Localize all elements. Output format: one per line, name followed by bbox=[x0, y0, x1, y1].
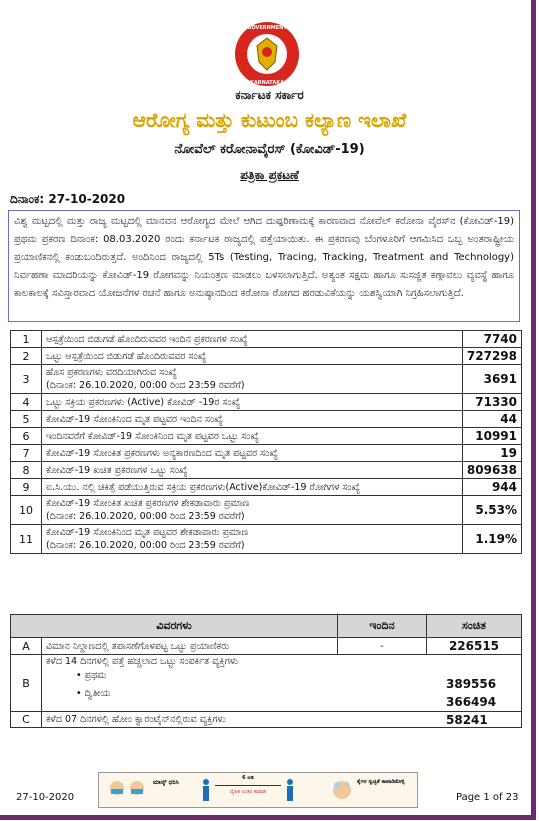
footer-date: 27-10-2020 bbox=[16, 792, 75, 803]
row-a-today: - bbox=[338, 638, 427, 655]
doc-type: ಪತ್ರಿಕಾ ಪ್ರಕಟಣೆ bbox=[240, 168, 299, 182]
mask-label: ಮಾಸ್ಕ್ ಧರಿಸಿ bbox=[153, 779, 179, 786]
table-row: A ವಿಮಾನ ನಿಲ್ದಾಣದಲ್ಲಿ ತಪಾಸಣೆಗೊಳಪಟ್ಟ ಒಟ್ಟು ಪ್ರಯಾಣಿಕರು - 226515 bbox=[11, 638, 522, 655]
distance-arrow bbox=[215, 785, 281, 786]
row-number: 1 bbox=[11, 331, 42, 348]
row-description: ಒಟ್ಟು ಸಕ್ರಿಯ ಪ್ರಕರಣಗಳು (Active) ಕೋವಿಡ್ -19ರ ಸಂಖ್ಯೆ bbox=[42, 394, 463, 411]
row-a-desc: ವಿಮಾನ ನಿಲ್ದಾಣದಲ್ಲಿ ತಪಾಸಣೆಗೊಳಪಟ್ಟ ಒಟ್ಟು ಪ್ರಯಾಣಿಕರು bbox=[42, 638, 338, 655]
row-number: 10 bbox=[11, 496, 42, 525]
row-number: 5 bbox=[11, 411, 42, 428]
col-today-header: ಇಂದಿನ bbox=[338, 615, 427, 638]
subject-title: ನೋವೆಲ್ ಕರೋನಾವೈರಸ್ (ಕೋವಿಡ್-19) bbox=[174, 142, 365, 157]
svg-text:GOVERNMENT: GOVERNMENT bbox=[247, 25, 287, 31]
row-value: 71330 bbox=[462, 394, 521, 411]
row-description: ಕೋವಿಡ್-19 ಸೋಂಕಿತ ಪ್ರಕರಣಗಳು ಅನ್ಯಕಾರಣದಿಂದ ಮೃತ ಪಟ್ಟವರ ಸಂಖ್ಯೆ bbox=[42, 445, 463, 462]
row-b-desc: ಕಳೆದ 14 ದಿನಗಳಲ್ಲಿ ಪತ್ತೆ ಹಚ್ಚಲಾದ ಒಟ್ಟು ಸಂಪರ್ಕಿತ ವ್ಯಕ್ತಿಗಳು bbox=[46, 656, 239, 667]
row-description: ಕೋವಿಡ್-19 ಸೋಂಕಿನಿಂದ ಮೃತ ಪಟ್ಟವರ ಇಂದಿನ ಸಂಖ್ಯೆ bbox=[42, 411, 463, 428]
secondary-contacts-value: 366494 bbox=[446, 695, 497, 709]
row-value: 1.19% bbox=[462, 525, 521, 554]
footer-page-number: Page 1 of 23 bbox=[456, 792, 519, 803]
row-description: ಕೋವಿಡ್-19 ಸೋಂಕಿತ ಖಚಿತ ಪ್ರಕರಣಗಳ ಶೇಕಡಾವಾರು ಪ್ರಮಾಣ (ದಿನಾಂಕ: 26.10.2020, 00:00 ರಿಂದ 23:59 ರವರೆಗೆ) bbox=[42, 496, 463, 525]
stats-row bbox=[11, 462, 522, 479]
bulletin-date: ದಿನಾಂಕ: 27-10-2020 bbox=[10, 192, 126, 206]
row-description: ಇಂದಿನವರೆಗೆ ಕೋವಿಡ್-19 ಸೋಂಕಿನಿಂದ ಮೃತ ಪಟ್ಟವರ ಒಟ್ಟು ಸಂಖ್ಯೆ bbox=[42, 428, 463, 445]
government-emblem-icon bbox=[233, 20, 301, 88]
row-number: 7 bbox=[11, 445, 42, 462]
safety-banner bbox=[98, 772, 418, 808]
stats-row bbox=[11, 496, 522, 525]
col-total-header: ಸಂಚಿತ bbox=[427, 615, 522, 638]
row-value: 944 bbox=[462, 479, 521, 496]
row-description: ಕೋವಿಡ್-19 ಸೋಂಕಿನಿಂದ ಮೃತ ಪಟ್ಟವರ ಶೇಕಡಾವಾರು ಪ್ರಮಾಣ (ದಿನಾಂಕ: 26.10.2020, 00:00 ರಿಂದ 23:59 ರವರೆಗೆ) bbox=[42, 525, 463, 554]
stats-row bbox=[11, 331, 522, 348]
col-details-header: ವಿವರಗಳು bbox=[11, 615, 338, 638]
row-description: ಕೋವಿಡ್-19 ಖಚಿತ ಪ್ರಕರಣಗಳ ಒಟ್ಟು ಸಂಖ್ಯೆ bbox=[42, 462, 463, 479]
mask-people-icon bbox=[105, 779, 149, 801]
svg-text:KARNATAKA: KARNATAKA bbox=[250, 80, 284, 86]
table-row: B ಕಳೆದ 14 ದಿನಗಳಲ್ಲಿ ಪತ್ತೆ ಹಚ್ಚಲಾದ ಒಟ್ಟು ಸಂಪರ್ಕಿತ ವ್ಯಕ್ತಿಗಳು • ಪ್ರಥಮ • ದ್ವಿತೀಯ 389556 366494 bbox=[11, 655, 522, 712]
distance-top: 6 ಅಡಿ bbox=[242, 775, 254, 781]
row-number: 9 bbox=[11, 479, 42, 496]
row-value: 44 bbox=[462, 411, 521, 428]
primary-contacts-value: 389556 bbox=[446, 677, 497, 691]
department-title: ಆರೋಗ್ಯ ಮತ್ತು ಕುಟುಂಬ ಕಲ್ಯಾಣ ಇಲಾಖೆ bbox=[132, 108, 407, 132]
row-value: 10991 bbox=[462, 428, 521, 445]
row-description: ಒಟ್ಟು ಆಸ್ಪತ್ರೆಯಿಂದ ಬಿಡುಗಡೆ ಹೊಂದಿರುವವರ ಸಂಖ್ಯೆ bbox=[42, 348, 463, 365]
stats-row bbox=[11, 428, 522, 445]
row-date-range: (ದಿನಾಂಕ: 26.10.2020, 00:00 ರಿಂದ 23:59 ರವರೆಗೆ) bbox=[46, 380, 245, 391]
hand-wash-icon bbox=[331, 779, 353, 801]
row-value: 7740 bbox=[462, 331, 521, 348]
stats-row bbox=[11, 348, 522, 365]
intro-paragraph: ವಿಶ್ವ ಮಟ್ಟದಲ್ಲಿ ಮತ್ತು ರಾಜ್ಯ ಮಟ್ಟದಲ್ಲಿ ಮಾನವನ ಆರೋಗ್ಯದ ಮೇಲೆ ಆಗಿದ ದುಷ್ಪರಿಣಾಮಕ್ಕೆ ಕಾರಣವಾದ ನೋವೆಲ್ ಕರೋನಾ ವೈರಸ್‌ನ (ಕೋವಿಡ್-19) ಪ್ರಥಮ ಪ್ರಕರಣ ದಿನಾಂಕ: 08.03.2020 ರಂದು ಕರ್ನಾಟಕ ರಾಜ್ಯದಲ್ಲಿ ಪತ್ತೆಯಾಯಿತು. ಈ ಪ್ರಕರಣವು ಬೆಂಗಳೂರಿಗೆ ಆಗಮಿಸಿದ ಒಬ್ಬ ಅಂತರಾಷ್ಟ್ರೀಯ ಪ್ರಯಾಣಿಕನಲ್ಲಿ ಕಂಡುಬಂದಿರುತ್ತದೆ. ಅಂದಿನಿಂದ ರಾಜ್ಯದಲ್ಲಿ 5Ts (Testing, Tracing, Tracking, Treatment and Technology) ನಿರ್ವಹಣಾ ಮಾದರಿಯನ್ನು ಕೋವಿಡ್-19 ರೋಗವನ್ನು ನಿಯಂತ್ರಣ ಮಾಡಲು ಬಳಸಲಾಗುತ್ತಿದೆ. ಅತ್ಯಂತ ಸಕ್ಷಮ ಹಾಗೂ ಸುಸಜ್ಜಿತ ಕಣ್ಗಾವಲು ವ್ಯವಸ್ಥೆ ಹಾಗೂ ಕಾಲಕಾಲಕ್ಕೆ ಸವಿಸ್ತಾರವಾದ ಯೋಜನೆಗಳ ರಚನೆ ಹಾಗೂ ಅನುಷ್ಠಾನದಿಂದ ಕರೋನಾ ರೋಗದ ಹರಡುವಿಕೆಯನ್ನು ಯಶಸ್ವಿಯಾಗಿ ನಿಗ್ರಹಿಸಲಾಗುತ್ತಿದೆ. bbox=[8, 210, 520, 322]
row-number: 2 bbox=[11, 348, 42, 365]
table-row: C ಕಳೆದ 07 ದಿನಗಳಲ್ಲಿ ಹೋಂ ಕ್ವಾರಂಟೈನ್‌ನಲ್ಲಿರುವ ವ್ಯಕ್ತಿಗಳು 58241 bbox=[11, 712, 522, 728]
person-icon bbox=[201, 779, 211, 801]
primary-contacts-label: • ಪ್ರಥಮ bbox=[76, 670, 107, 681]
row-value: 809638 bbox=[462, 462, 521, 479]
person-icon bbox=[285, 779, 295, 801]
row-description: ಹೊಸ ಪ್ರಕರಣಗಳು ವರದಿಯಾಗಿರುವ ಸಂಖ್ಯೆ (ದಿನಾಂಕ: 26.10.2020, 00:00 ರಿಂದ 23:59 ರವರೆಗೆ) bbox=[42, 365, 463, 394]
row-date-range: (ದಿನಾಂಕ: 26.10.2020, 00:00 ರಿಂದ 23:59 ರವರೆಗೆ) bbox=[46, 540, 245, 551]
row-date-range: (ದಿನಾಂಕ: 26.10.2020, 00:00 ರಿಂದ 23:59 ರವರೆಗೆ) bbox=[46, 511, 245, 522]
row-number: 3 bbox=[11, 365, 42, 394]
row-c-desc: ಕಳೆದ 07 ದಿನಗಳಲ್ಲಿ ಹೋಂ ಕ್ವಾರಂಟೈನ್‌ನಲ್ಲಿರುವ ವ್ಯಕ್ತಿಗಳು bbox=[46, 714, 226, 725]
stats-row bbox=[11, 365, 522, 394]
govt-name: ಕರ್ನಾಟಕ ಸರ್ಕಾರ bbox=[235, 88, 304, 102]
stats-row bbox=[11, 411, 522, 428]
row-number: 8 bbox=[11, 462, 42, 479]
row-value: 5.53% bbox=[462, 496, 521, 525]
stats-row bbox=[11, 445, 522, 462]
row-value: 727298 bbox=[462, 348, 521, 365]
secondary-contacts-label: • ದ್ವಿತೀಯ bbox=[76, 688, 111, 699]
row-number: 6 bbox=[11, 428, 42, 445]
row-number: 4 bbox=[11, 394, 42, 411]
stats-row bbox=[11, 479, 522, 496]
row-value: 3691 bbox=[462, 365, 521, 394]
row-c-total: 58241 bbox=[446, 713, 488, 727]
row-value: 19 bbox=[462, 445, 521, 462]
row-description: ಐ.ಸಿ.ಯು. ನಲ್ಲಿ ಚಿಕಿತ್ಸೆ ಪಡೆಯುತ್ತಿರುವ ಸಕ್ರಿಯ ಪ್ರಕರಣಗಳು(Active)ಕೋವಿಡ್-19 ರೋಗಿಗಳ ಸಂಖ್ಯೆ bbox=[42, 479, 463, 496]
stats-row bbox=[11, 525, 522, 554]
row-a-total: 226515 bbox=[427, 638, 522, 655]
row-description: ಆಸ್ಪತ್ರೆಯಿಂದ ಬಿಡುಗಡೆ ಹೊಂದಿರುವವರ ಇಂದಿನ ಪ್ರಕರಣಗಳ ಸಂಖ್ಯೆ bbox=[42, 331, 463, 348]
hand-hygiene-label: ಕೈಗಳ ಸ್ವಚ್ಛತೆ ಕಾಪಾಡಿಕೊಳ್ಳಿ bbox=[357, 779, 405, 785]
row-number: 11 bbox=[11, 525, 42, 554]
travel-contacts-table bbox=[10, 614, 522, 728]
stats-row bbox=[11, 394, 522, 411]
stats-table bbox=[10, 330, 522, 554]
distance-bottom: ದೈಹಿಕ ಅಂತರ ಕಾಪಾಡಿ bbox=[229, 789, 267, 795]
